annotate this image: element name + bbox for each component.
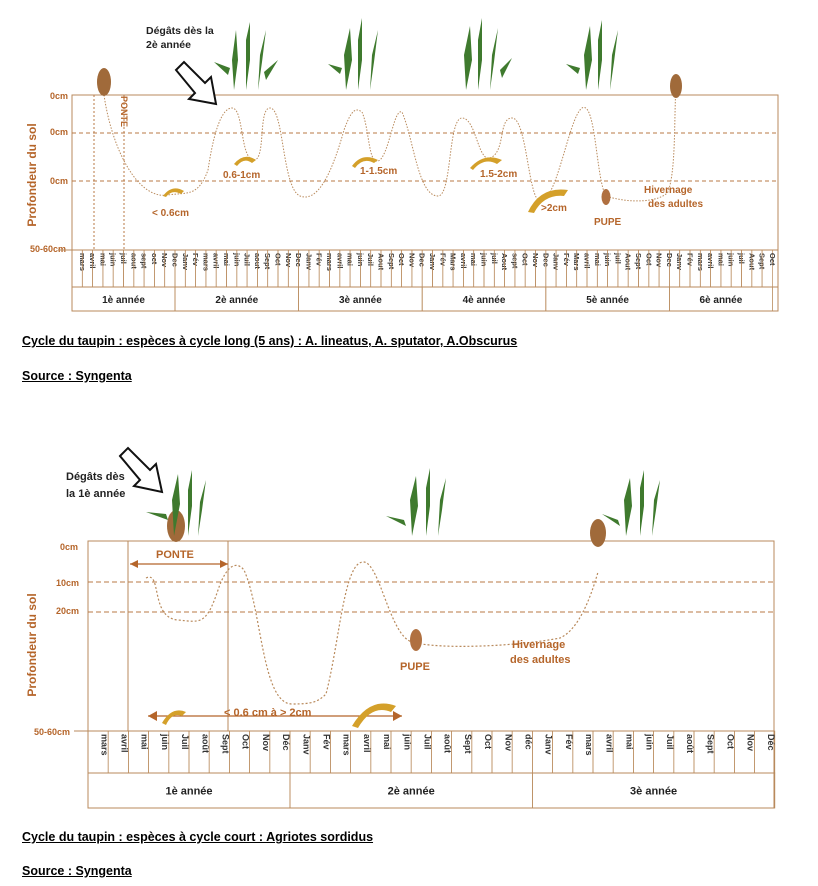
month-label: avril bbox=[582, 253, 592, 269]
month-label: Dec bbox=[541, 253, 551, 267]
month-label: Oct bbox=[483, 734, 494, 750]
month-label: Nov bbox=[654, 253, 664, 268]
pupa-icon bbox=[410, 629, 422, 651]
degats-label-1: Dégâts dès bbox=[66, 471, 125, 483]
size-arrowhead-left bbox=[148, 711, 157, 721]
month-label: juin bbox=[479, 253, 489, 267]
size-label-4: 1.5-2cm bbox=[480, 169, 518, 180]
size-label-3: 1-1.5cm bbox=[360, 166, 398, 177]
adult-beetle-icon-end bbox=[590, 519, 606, 547]
month-label: Déc bbox=[765, 734, 776, 751]
arrow-down-right-icon bbox=[176, 62, 216, 104]
depth-label-0b: 0cm bbox=[50, 127, 69, 137]
size-range-label: < 0.6 cm à > 2cm bbox=[224, 707, 312, 719]
month-label: août bbox=[685, 734, 696, 753]
month-label: juin bbox=[232, 253, 242, 267]
month-label: Nov bbox=[530, 253, 540, 268]
month-label: juin bbox=[726, 253, 736, 267]
month-label: Dec bbox=[294, 253, 304, 267]
month-label: Janv bbox=[304, 253, 314, 271]
year-label: 5è année bbox=[586, 295, 630, 306]
month-label: Oct bbox=[767, 253, 777, 266]
depth-label-0: 0cm bbox=[60, 542, 79, 552]
month-label: déc bbox=[523, 734, 534, 750]
month-label: Sept bbox=[705, 734, 716, 754]
month-label: Oct bbox=[725, 734, 736, 750]
month-label: Nov bbox=[407, 253, 417, 268]
month-label: Oct bbox=[520, 253, 530, 266]
source-short-cycle: Source : Syngenta bbox=[22, 864, 132, 878]
month-label: mai bbox=[221, 253, 231, 266]
size-label-2: 0.6-1cm bbox=[223, 170, 261, 181]
month-label: aout bbox=[129, 253, 139, 269]
month-label: avril bbox=[88, 253, 98, 269]
month-label: Juil bbox=[422, 734, 433, 750]
month-label: juin bbox=[355, 253, 365, 267]
month-label: juin bbox=[644, 734, 655, 750]
month-label: Janv bbox=[551, 253, 561, 271]
arrow-down-right-icon bbox=[120, 448, 162, 492]
size-label-1: < 0.6cm bbox=[152, 208, 189, 219]
month-label: mai bbox=[469, 253, 479, 266]
year-label: 1è année bbox=[102, 295, 145, 306]
month-label: mai bbox=[345, 253, 355, 266]
depth-label-10: 10cm bbox=[56, 578, 80, 588]
depth-label-0c: 0cm bbox=[50, 176, 69, 186]
month-cells bbox=[88, 731, 776, 773]
month-label: Janv bbox=[675, 253, 685, 271]
month-label: sept bbox=[510, 253, 520, 269]
month-label: Mars bbox=[448, 253, 458, 271]
month-label: Aout bbox=[747, 253, 757, 271]
depth-label-0a: 0cm bbox=[50, 91, 69, 101]
month-label: Mars bbox=[572, 253, 582, 271]
pupa-icon bbox=[602, 189, 611, 205]
month-label: juin bbox=[603, 253, 613, 267]
year-label: 1è année bbox=[165, 785, 213, 798]
month-label: mai bbox=[716, 253, 726, 266]
year-label: 6è année bbox=[699, 295, 743, 306]
pupe-label: PUPE bbox=[594, 217, 622, 228]
month-label: Sept bbox=[633, 253, 643, 270]
ponte-label: PONTE bbox=[119, 96, 129, 128]
month-label: juin bbox=[159, 734, 170, 750]
month-label: mars bbox=[201, 253, 211, 271]
hivernage-label-1: Hivernage bbox=[644, 185, 693, 196]
size-arrowhead-right bbox=[393, 711, 402, 721]
degats-label-2: la 1è année bbox=[66, 488, 126, 500]
depth-axis-label: Profondeur du sol bbox=[25, 593, 39, 697]
month-label: Fév bbox=[563, 734, 574, 750]
month-label: mars bbox=[584, 734, 595, 756]
month-label: Oct bbox=[240, 734, 251, 750]
month-label: aout bbox=[252, 253, 262, 269]
hivernage-label-2: des adultes bbox=[648, 199, 704, 210]
month-label: Janv bbox=[301, 734, 312, 755]
month-label: Fév bbox=[685, 253, 695, 266]
month-label: août bbox=[200, 734, 211, 753]
month-cells bbox=[72, 250, 777, 287]
pupe-label: PUPE bbox=[400, 661, 430, 673]
month-label: avril bbox=[458, 253, 468, 269]
larva-1-icon bbox=[163, 188, 184, 197]
month-label: août bbox=[442, 734, 453, 753]
month-label: Juil bbox=[180, 734, 191, 750]
adult-beetle-icon bbox=[97, 68, 111, 96]
month-label: Aout bbox=[500, 253, 510, 271]
short-cycle-diagram bbox=[0, 440, 818, 820]
depth-label-20: 20cm bbox=[56, 606, 80, 616]
month-label: Déc bbox=[281, 734, 292, 751]
month-label: Sept bbox=[386, 253, 396, 270]
larva-trajectory bbox=[146, 562, 598, 704]
month-label: mai bbox=[139, 734, 150, 750]
depth-label-bottom: 50-60cm bbox=[30, 244, 67, 254]
corn-plant-icon bbox=[214, 18, 618, 90]
month-label: Nov bbox=[745, 734, 756, 752]
month-label: avril bbox=[706, 253, 716, 269]
adult-beetle-icon-end bbox=[670, 74, 682, 98]
year-cells bbox=[88, 773, 775, 808]
month-label: Juil bbox=[664, 734, 675, 750]
month-label: Oct bbox=[644, 253, 654, 266]
corn-plant-icon bbox=[146, 468, 660, 536]
ponte-label: PONTE bbox=[156, 549, 194, 561]
month-label: Juil bbox=[242, 253, 252, 266]
month-label: avril bbox=[211, 253, 221, 269]
month-label: avril bbox=[119, 734, 130, 753]
year-label: 2è année bbox=[387, 785, 435, 798]
month-label: Oct bbox=[397, 253, 407, 266]
year-label: 3è année bbox=[630, 785, 678, 798]
month-label: avril bbox=[604, 734, 615, 753]
month-label: sept bbox=[139, 253, 149, 269]
month-label: Sept bbox=[757, 253, 767, 270]
month-label: Sept bbox=[220, 734, 231, 754]
month-label: mai bbox=[98, 253, 108, 266]
month-label: avril bbox=[335, 253, 345, 269]
long-cycle-diagram bbox=[0, 0, 818, 330]
month-label: Fév bbox=[314, 253, 324, 266]
depth-label-bottom: 50-60cm bbox=[34, 727, 71, 737]
year-label: 2è année bbox=[215, 295, 259, 306]
month-label: Oct bbox=[273, 253, 283, 266]
source-long-cycle: Source : Syngenta bbox=[22, 369, 132, 383]
month-label: Fév bbox=[438, 253, 448, 266]
small-larva-icon bbox=[162, 710, 186, 725]
month-label: Nov bbox=[260, 734, 271, 752]
ponte-arrowhead-left bbox=[130, 560, 138, 568]
month-label: Sept bbox=[462, 734, 473, 754]
month-label: Aout bbox=[376, 253, 386, 271]
month-label: mars bbox=[324, 253, 334, 271]
month-label: Janv bbox=[180, 253, 190, 271]
month-label: Dec bbox=[417, 253, 427, 267]
chart-frame bbox=[88, 541, 774, 808]
month-label: Janv bbox=[543, 734, 554, 755]
month-label: mars bbox=[99, 734, 110, 756]
month-label: juil bbox=[613, 253, 623, 264]
month-label: juil bbox=[736, 253, 746, 264]
month-label: avril bbox=[361, 734, 372, 753]
size-label-5: >2cm bbox=[541, 203, 567, 214]
degats-label-1: Dégâts dès la bbox=[146, 25, 214, 37]
month-label: mai bbox=[382, 734, 393, 750]
month-label: mars bbox=[341, 734, 352, 756]
month-label: juin bbox=[402, 734, 413, 750]
month-label: juil bbox=[118, 253, 128, 264]
month-label: Dec bbox=[664, 253, 674, 267]
degats-label-2: 2è année bbox=[146, 39, 191, 51]
month-label: Nov bbox=[160, 253, 170, 268]
year-label: 3è année bbox=[338, 295, 382, 306]
month-label: juin bbox=[108, 253, 118, 267]
month-label: Aout bbox=[623, 253, 633, 271]
ponte-arrowhead-right bbox=[220, 560, 228, 568]
caption-short-cycle: Cycle du taupin : espèces à cycle court : Agriotes sordidus bbox=[22, 830, 374, 844]
year-cells bbox=[72, 287, 772, 311]
depth-axis-label: Profondeur du sol bbox=[25, 123, 39, 227]
larva-2-icon bbox=[234, 157, 256, 166]
month-label: mai bbox=[592, 253, 602, 266]
month-label: mai bbox=[624, 734, 635, 750]
month-label: Sept bbox=[263, 253, 273, 270]
year-label: 4è année bbox=[462, 295, 506, 306]
month-label: Fév bbox=[561, 253, 571, 266]
hivernage-label-2: des adultes bbox=[510, 654, 571, 666]
month-label: Nov bbox=[283, 253, 293, 268]
month-label: Juil bbox=[366, 253, 376, 266]
larva-trajectory bbox=[104, 84, 676, 201]
caption-long-cycle: Cycle du taupin : espèces à cycle long (5 ans) : A. lineatus, A. sputator, A.Obscurus bbox=[22, 334, 518, 348]
month-label: mars bbox=[77, 253, 87, 271]
month-label: Dec bbox=[170, 253, 180, 267]
month-label: Fév bbox=[321, 734, 332, 750]
month-label: Nov bbox=[503, 734, 514, 752]
month-label: juil bbox=[489, 253, 499, 264]
month-label: Janv bbox=[427, 253, 437, 271]
month-label: mars bbox=[695, 253, 705, 271]
month-label: Fév bbox=[191, 253, 201, 266]
hivernage-label-1: Hivernage bbox=[512, 639, 566, 651]
month-label: oct bbox=[149, 253, 159, 265]
